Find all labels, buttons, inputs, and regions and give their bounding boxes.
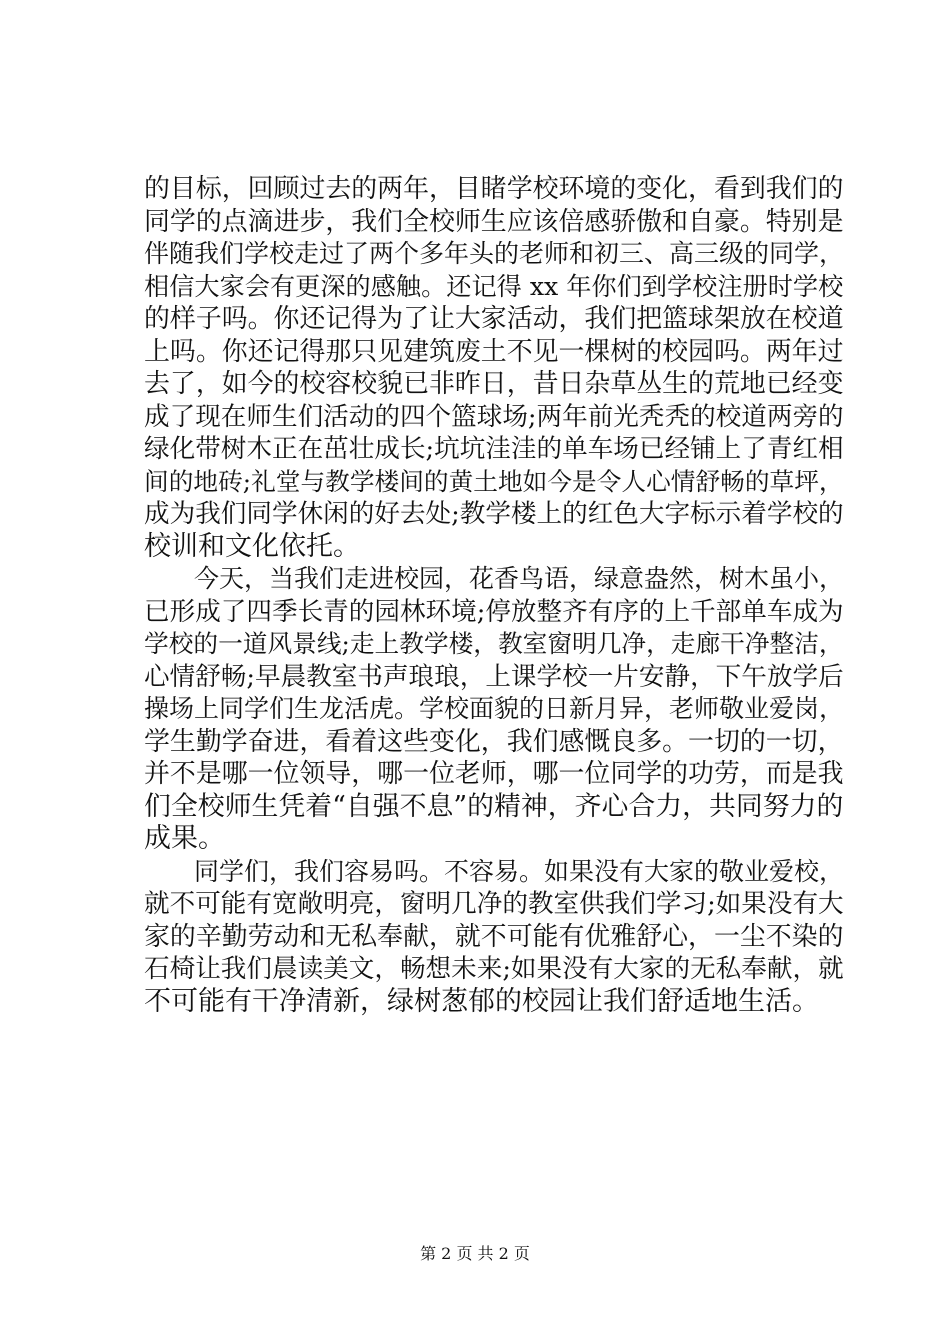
text-line: 校训和文化依托。	[144, 530, 360, 562]
text-line: 绿化带树木正在茁壮成长;坑坑洼洼的单车场已经铺上了青红相	[144, 434, 844, 464]
document-body	[144, 173, 844, 1018]
text-line: 的目标，回顾过去的两年，目睹学校环境的变化，看到我们的	[144, 174, 844, 204]
text-line: 上吗。你还记得那只见建筑废土不见一棵树的校园吗。两年过	[144, 336, 844, 367]
text-line: 去了，如今的校容校貌已非昨日，昔日杂草丛生的荒地已经变	[144, 369, 844, 399]
text-line: 同学们，我们容易吗。不容易。如果没有大家的敬业爱校，	[144, 856, 845, 886]
text-line: 操场上同学们生龙活虎。学校面貌的日新月异，老师敬业爱岗，	[144, 694, 845, 723]
text-line: 们全校师生凭着“自强不息”的精神，齐心合力，共同努力的	[144, 790, 844, 822]
text-line: 成了现在师生们活动的四个篮球场;两年前光秃秃的校道两旁的	[144, 401, 844, 432]
text-line: 成果。	[144, 823, 225, 854]
text-line: 成为我们同学休闲的好去处;教学楼上的红色大字标示着学校的	[144, 499, 844, 529]
text-line: 学校的一道风景线;走上教学楼，教室窗明几净，走廊干净整洁，	[144, 629, 844, 658]
text-line: 间的地砖;礼堂与教学楼间的黄土地如今是令人心情舒畅的草坪，	[144, 466, 844, 496]
text-line: 不可能有干净清新，绿树葱郁的校园让我们舒适地生活。	[144, 985, 819, 1017]
text-line: 同学的点滴进步，我们全校师生应该倍感骄傲和自豪。特别是	[144, 206, 844, 237]
text-line: 学生勤学奋进，看着这些变化，我们感慨良多。一切的一切，	[144, 726, 844, 757]
text-line: 的样子吗。你还记得为了让大家活动，我们把篮球架放在校道	[144, 304, 844, 334]
text-line: 伴随我们学校走过了两个多年头的老师和初三、高三级的同学，	[144, 239, 845, 268]
text-line: 相信大家会有更深的感触。还记得 xx 年你们到学校注册时学校	[144, 271, 844, 301]
text-line: 家的辛勤劳动和无私奉献，就不可能有优雅舒心，一尘不染的	[144, 921, 844, 952]
text-line: 心情舒畅;早晨教室书声琅琅，上课学校一片安静，下午放学后	[144, 661, 844, 692]
page-footer: 第 2 页 共 2 页	[420, 1244, 530, 1263]
text-line: 石椅让我们晨读美文，畅想未来;如果没有大家的无私奉献，就	[144, 954, 844, 984]
text-line: 今天，当我们走进校园，花香鸟语，绿意盎然，树木虽小，	[144, 564, 845, 593]
text-line: 并不是哪一位领导，哪一位老师，哪一位同学的功劳，而是我	[144, 759, 844, 789]
text-line: 已形成了四季长青的园林环境;停放整齐有序的上千部单车成为	[144, 596, 844, 627]
text-line: 就不可能有宽敞明亮，窗明几净的教室供我们学习;如果没有大	[144, 889, 844, 919]
